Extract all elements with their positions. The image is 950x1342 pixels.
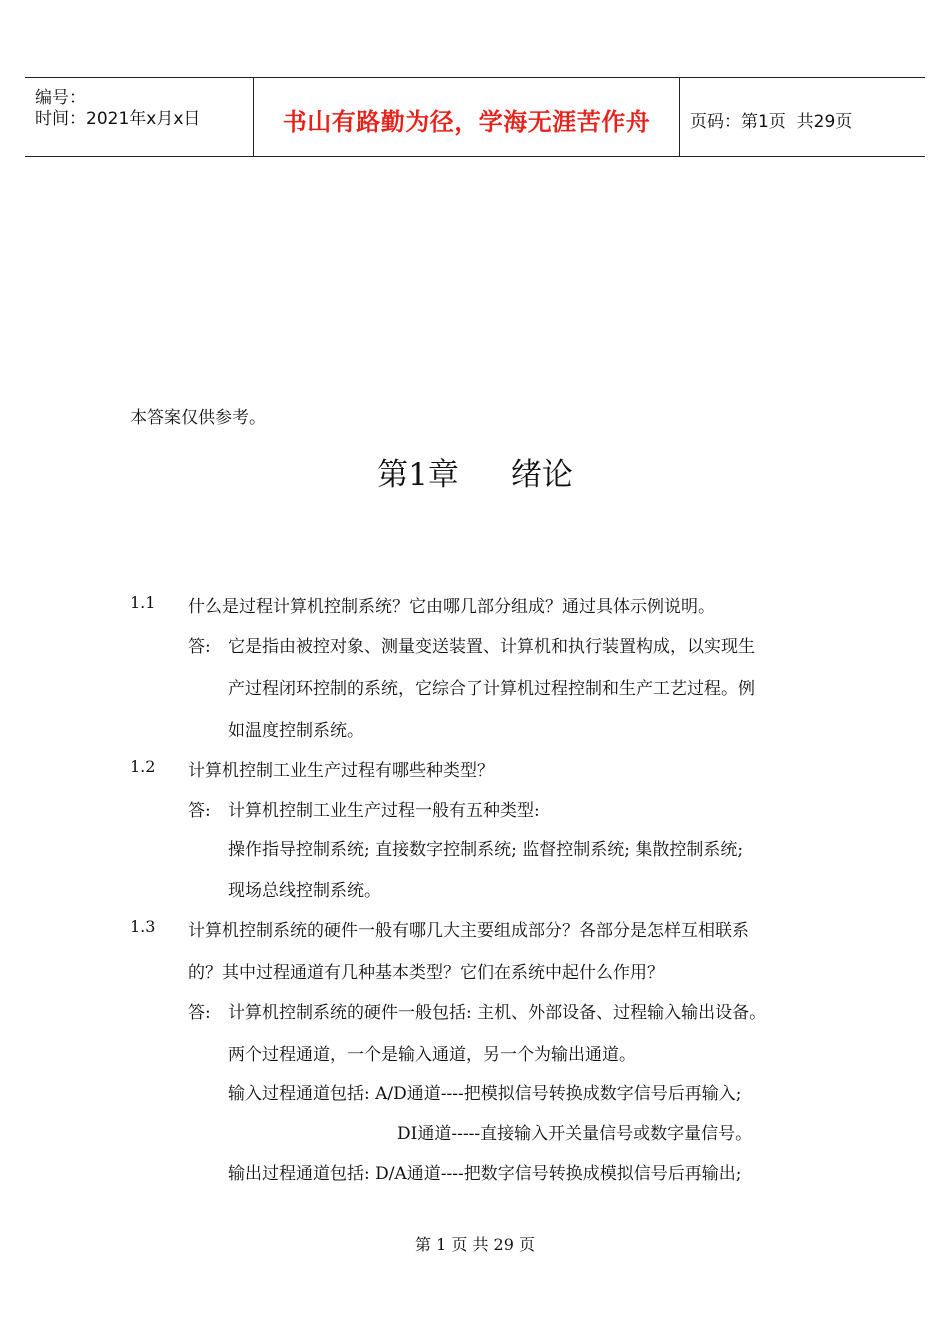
answer-text: 操作指导控制系统; 直接数字控制系统; 监督控制系统; 集散控制系统; bbox=[228, 840, 744, 860]
page-info: 页码：第1页 共29页 bbox=[690, 112, 853, 132]
answer-text: DI通道-----直接输入开关量信号或数字量信号。 bbox=[397, 1124, 753, 1144]
answer-text: 它是指由被控对象、测量变送装置、计算机和执行装置构成，以实现生 bbox=[228, 637, 755, 657]
time-label: 时间：2021年x月x日 bbox=[35, 109, 201, 129]
question-number: 1.3 bbox=[130, 917, 156, 936]
answer-text: 输入过程通道包括: A/D通道----把模拟信号转换成数字信号后再输入; bbox=[228, 1084, 742, 1104]
chapter-heading bbox=[0, 449, 950, 494]
answer-label: 答: bbox=[188, 801, 211, 821]
answer-text: 计算机控制工业生产过程一般有五种类型: bbox=[228, 801, 540, 821]
question-text: 什么是过程计算机控制系统？它由哪几部分组成？通过具体示例说明。 bbox=[188, 597, 715, 617]
answer-text: 如温度控制系统。 bbox=[228, 721, 364, 741]
header-page-cell bbox=[680, 78, 925, 156]
header-info-cell bbox=[25, 78, 254, 156]
serial-label: 编号： bbox=[35, 88, 86, 108]
chapter-number: 第1章 bbox=[377, 457, 459, 493]
question-text: 计算机控制系统的硬件一般有哪几大主要组成部分？各部分是怎样互相联系 bbox=[188, 921, 749, 941]
answer-text: 现场总线控制系统。 bbox=[228, 881, 381, 901]
question-number: 1.2 bbox=[130, 757, 156, 776]
motto: 书山有路勤为径，学海无涯苦作舟 bbox=[282, 108, 651, 136]
answer-label: 答: bbox=[188, 1003, 211, 1023]
answer-text: 计算机控制系统的硬件一般包括: 主机、外部设备、过程输入输出设备。 bbox=[228, 1003, 767, 1023]
page-footer: 第 1 页 共 29 页 bbox=[415, 1235, 535, 1254]
answer-note: 本答案仅供参考。 bbox=[130, 408, 266, 428]
answer-text: 两个过程通道，一个是输入通道，另一个为输出通道。 bbox=[228, 1045, 636, 1065]
chapter-title: 绪论 bbox=[510, 457, 573, 493]
document-header bbox=[25, 77, 925, 157]
answer-text: 产过程闭环控制的系统，它综合了计算机过程控制和生产工艺过程。例 bbox=[228, 679, 755, 699]
answer-text: 输出过程通道包括: D/A通道----把数字信号转换成模拟信号后再输出; bbox=[228, 1164, 742, 1184]
answer-label: 答: bbox=[188, 637, 211, 657]
question-text: 计算机控制工业生产过程有哪些种类型？ bbox=[188, 761, 494, 781]
question-text: 的？其中过程通道有几种基本类型？它们在系统中起什么作用？ bbox=[188, 963, 664, 983]
header-motto-cell bbox=[254, 78, 680, 156]
question-number: 1.1 bbox=[130, 593, 156, 612]
